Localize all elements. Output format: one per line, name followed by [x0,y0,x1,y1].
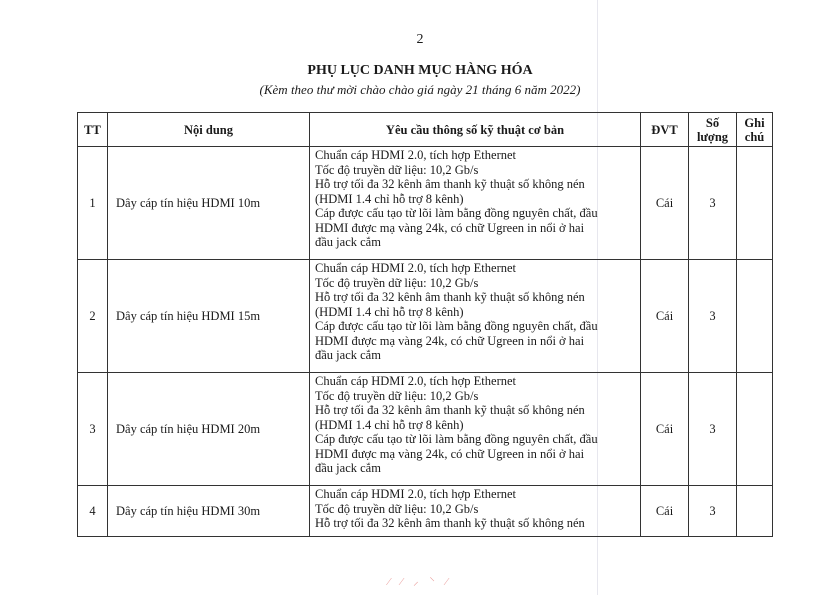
document-title: PHỤ LỤC DANH MỤC HÀNG HÓA [307,63,533,78]
table-row [78,147,773,260]
cell-note [737,373,773,486]
spec-line: Chuẩn cáp HDMI 2.0, tích hợp Ethernet [315,487,517,501]
header-tt: TT [78,113,108,147]
spec-line: (HDMI 1.4 chỉ hỗ trợ 8 kênh) [315,304,464,319]
spec-line: HDMI được mạ vàng 24k, có chữ Ugreen in nổi ở hai [315,446,585,461]
cell-content: Dây cáp tín hiệu HDMI 20m [108,373,310,486]
spec-line: Cáp được cấu tạo từ lõi làm bằng đồng nguyên chất, đầu [315,319,598,333]
cell-content: Dây cáp tín hiệu HDMI 30m [108,486,310,537]
cell-qty: 3 [689,147,737,260]
spec-line: Tốc độ truyền dữ liệu: 10,2 Gb/s [315,275,479,290]
spec-line: (HDMI 1.4 chỉ hỗ trợ 8 kênh) [315,417,464,432]
cell-qty: 3 [689,373,737,486]
goods-table [77,112,773,537]
spec-line: Chuẩn cáp HDMI 2.0, tích hợp Ethernet [315,148,517,162]
header-qty-line1: Số [705,115,720,130]
spec-line: đầu jack cắm [315,235,381,249]
spec-line: Hỗ trợ tối đa 32 kênh âm thanh kỹ thuật số không nén [315,516,585,530]
cell-unit: Cái [641,373,689,486]
cell-note [737,260,773,373]
cell-qty: 3 [689,486,737,537]
table-header-row [78,113,773,147]
cell-tt: 1 [78,147,108,260]
document-subtitle: (Kèm theo thư mời chào chào giá ngày 21 tháng 6 năm 2022) [259,82,581,97]
cell-content: Dây cáp tín hiệu HDMI 10m [108,147,310,260]
cell-tt: 3 [78,373,108,486]
cell-content: Dây cáp tín hiệu HDMI 15m [108,260,310,373]
table-row [78,260,773,373]
cell-note [737,147,773,260]
cell-note [737,486,773,537]
header-qty-line2: lượng [696,129,729,144]
spec-line: Hỗ trợ tối đa 32 kênh âm thanh kỹ thuật số không nén [315,290,585,304]
spec-line: Tốc độ truyền dữ liệu: 10,2 Gb/s [315,162,479,177]
page-number: 2 [416,32,424,47]
spec-line: Chuẩn cáp HDMI 2.0, tích hợp Ethernet [315,374,517,388]
table-row [78,486,773,537]
header-note [737,113,773,147]
spec-line: Hỗ trợ tối đa 32 kênh âm thanh kỹ thuật số không nén [315,177,585,191]
cell-tt: 2 [78,260,108,373]
cell-spec [310,486,641,537]
cell-tt: 4 [78,486,108,537]
header-note-line1: Ghi [744,115,765,130]
header-spec: Yêu cầu thông số kỹ thuật cơ bản [310,113,641,147]
header-note-line2: chú [744,129,765,144]
spec-line: Cáp được cấu tạo từ lõi làm bằng đồng nguyên chất, đầu [315,432,598,446]
cell-spec [310,260,641,373]
spec-line: Tốc độ truyền dữ liệu: 10,2 Gb/s [315,501,479,516]
stamp-fragment-mark: ⁄ ⁄ ⸝ ⸌ ⁄ [388,576,452,588]
cell-qty: 3 [689,260,737,373]
spec-line: Hỗ trợ tối đa 32 kênh âm thanh kỹ thuật số không nén [315,403,585,417]
spec-line: HDMI được mạ vàng 24k, có chữ Ugreen in nổi ở hai [315,333,585,348]
header-unit: ĐVT [641,113,689,147]
spec-line: Chuẩn cáp HDMI 2.0, tích hợp Ethernet [315,261,517,275]
spec-line: đầu jack cắm [315,461,381,475]
spec-line: Cáp được cấu tạo từ lõi làm bằng đồng nguyên chất, đầu [315,206,598,220]
header-qty [689,113,737,147]
header-content: Nội dung [108,113,310,147]
cell-unit: Cái [641,260,689,373]
cell-unit: Cái [641,486,689,537]
cell-unit: Cái [641,147,689,260]
cell-spec [310,147,641,260]
spec-line: đầu jack cắm [315,348,381,362]
spec-line: (HDMI 1.4 chỉ hỗ trợ 8 kênh) [315,191,464,206]
cell-spec [310,373,641,486]
spec-line: HDMI được mạ vàng 24k, có chữ Ugreen in nổi ở hai [315,220,585,235]
table-row [78,373,773,486]
spec-line: Tốc độ truyền dữ liệu: 10,2 Gb/s [315,388,479,403]
